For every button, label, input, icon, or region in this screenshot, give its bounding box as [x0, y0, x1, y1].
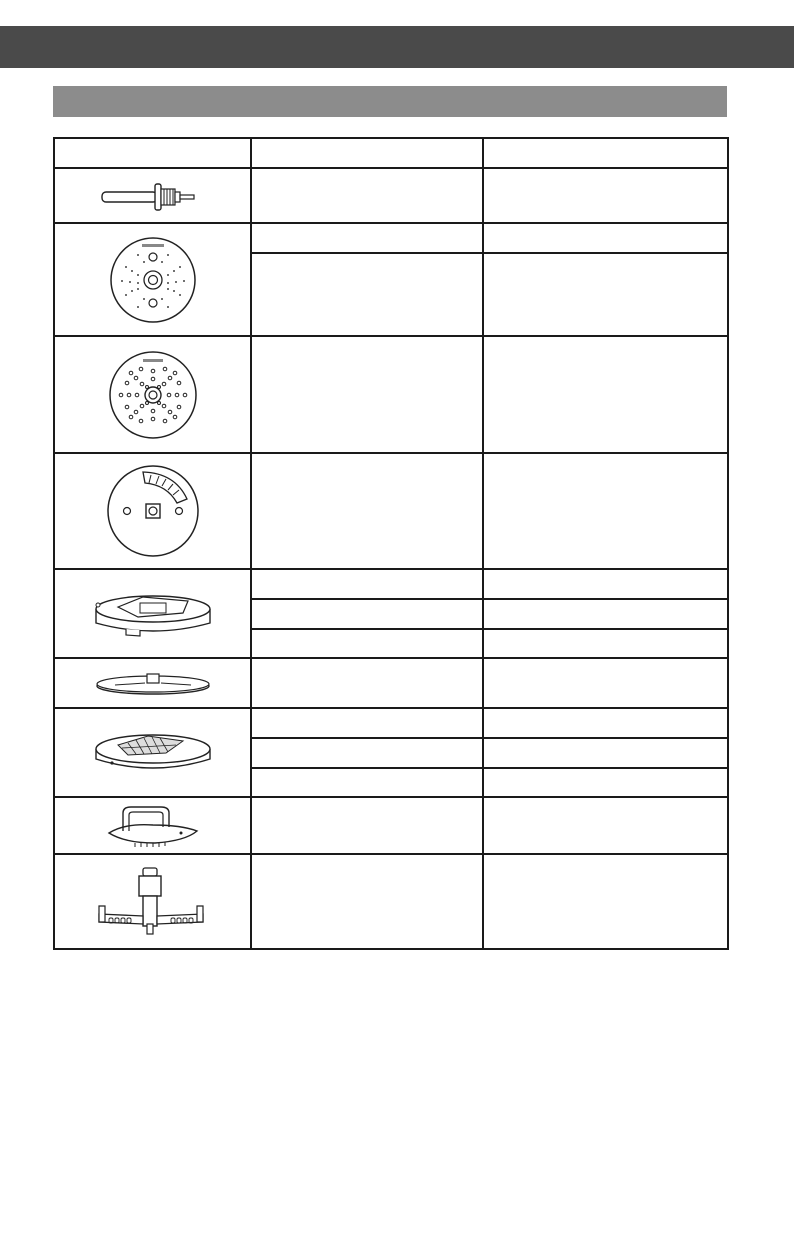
accessory-detail-cell [483, 336, 728, 453]
table-header-cell [251, 138, 483, 168]
table-row [54, 569, 728, 599]
accessory-use-cell [251, 599, 483, 629]
accessory-detail-cell [483, 253, 728, 336]
disc-stem-icon [98, 178, 208, 214]
table-header-cell [483, 138, 728, 168]
table-row [54, 168, 728, 223]
accessory-image-cell [54, 708, 251, 797]
dicing-grid-icon [88, 723, 218, 783]
grating-disc-icon [107, 349, 199, 441]
top-header-bar [0, 26, 794, 68]
accessory-image-cell [54, 168, 251, 223]
table-header-row [54, 138, 728, 168]
accessory-detail-cell [483, 658, 728, 708]
accessory-use-cell [251, 629, 483, 658]
accessory-use-cell [251, 453, 483, 569]
accessory-use-cell [251, 854, 483, 949]
accessory-detail-cell [483, 569, 728, 599]
accessory-use-cell [251, 797, 483, 854]
cleaning-tool-icon [105, 803, 201, 849]
accessory-detail-cell [483, 708, 728, 738]
accessory-use-cell [251, 708, 483, 738]
table-row [54, 797, 728, 854]
accessory-use-cell [251, 768, 483, 797]
accessory-detail-cell [483, 168, 728, 223]
accessory-detail-cell [483, 599, 728, 629]
accessory-use-cell [251, 168, 483, 223]
accessory-use-cell [251, 569, 483, 599]
table-row [54, 453, 728, 569]
accessory-use-cell [251, 738, 483, 768]
accessory-image-cell [54, 658, 251, 708]
accessory-detail-cell [483, 854, 728, 949]
accessory-detail-cell [483, 738, 728, 768]
slicing-disc-icon [105, 463, 201, 559]
accessory-image-cell [54, 797, 251, 854]
table-header-cell [54, 138, 251, 168]
accessories-table [53, 137, 729, 950]
accessory-image-cell [54, 223, 251, 336]
accessory-image-cell [54, 453, 251, 569]
accessory-detail-cell [483, 453, 728, 569]
shredding-disc-icon [108, 235, 198, 325]
accessory-use-cell [251, 658, 483, 708]
dough-blade-icon [93, 862, 213, 942]
table-row [54, 708, 728, 738]
accessory-use-cell [251, 253, 483, 336]
accessory-image-cell [54, 569, 251, 658]
table-row [54, 854, 728, 949]
accessory-detail-cell [483, 629, 728, 658]
accessory-detail-cell [483, 223, 728, 253]
thin-disc-icon [93, 668, 213, 698]
accessory-use-cell [251, 223, 483, 253]
accessory-detail-cell [483, 768, 728, 797]
table-row [54, 336, 728, 453]
accessory-image-cell [54, 854, 251, 949]
table-row [54, 223, 728, 253]
section-title-bar [53, 86, 727, 117]
accessory-detail-cell [483, 797, 728, 854]
table-row [54, 658, 728, 708]
dicing-grid-holder-icon [88, 579, 218, 649]
accessory-image-cell [54, 336, 251, 453]
accessory-use-cell [251, 336, 483, 453]
